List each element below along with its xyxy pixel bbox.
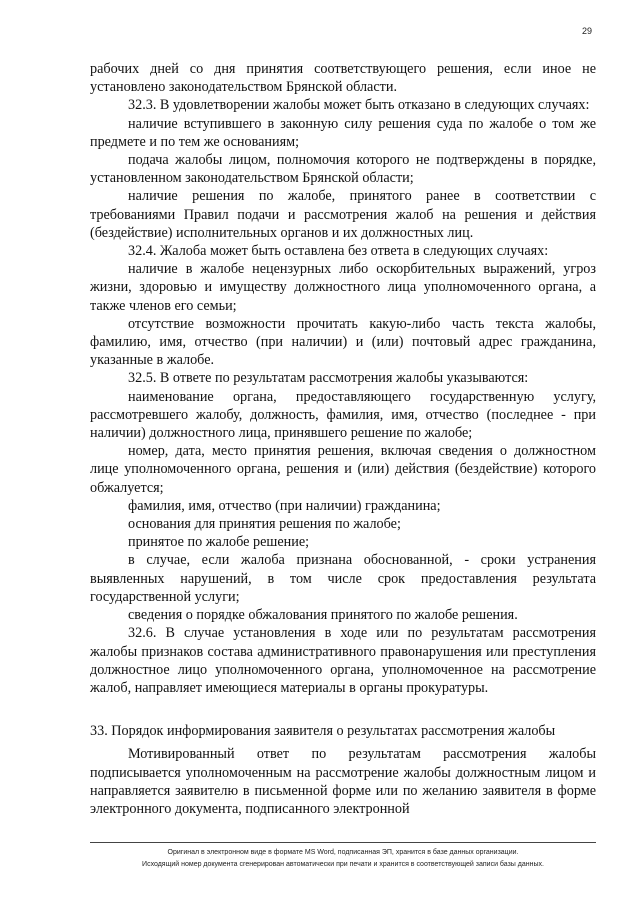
document-body bbox=[90, 60, 596, 818]
paragraph: 32.4. Жалоба может быть оставлена без ответа в следующих случаях: bbox=[128, 243, 549, 260]
paragraph: Мотивированный ответ по результатам рассмотрения жалобы подписывается уполномоченным на рассмотрение жалобы должностным лицом и направляется заявителю в письменной форме или по желанию заявителя в форме электронного документа, подписанного электронной bbox=[90, 746, 596, 817]
paragraph: отсутствие возможности прочитать какую-либо часть текста жалобы, фамилию, имя, отчество (при наличии) и (или) почтовый адрес гражданина, указанные в жалобе. bbox=[90, 315, 596, 369]
paragraph: 32.5. В ответе по результатам рассмотрения жалобы указываются: bbox=[128, 370, 529, 387]
footer-line: Оригинал в электронном виде в формате MS Word, подписанная ЭП, хранится в базе данных организации. bbox=[167, 849, 519, 856]
paragraph: наличие вступившего в законную силу решения суда по жалобе о том же предмете и по тем же основаниям; bbox=[90, 115, 596, 150]
paragraph: 32.3. В удовлетворении жалобы может быть отказано в следующих случаях: bbox=[128, 97, 590, 114]
paragraph: 32.6. В случае установления в ходе или по результатам рассмотрения жалобы признаков состава административного правонарушения или преступления должностное лицо уполномоченного органа, уполномоченное на рассмотрение жалоб, направляет имеющиеся материалы в органы прокуратуры. bbox=[90, 625, 596, 696]
footer-note bbox=[90, 842, 596, 871]
paragraph: основания для принятия решения по жалобе; bbox=[128, 516, 401, 533]
paragraph: наименование органа, предоставляющего государственную услугу, рассмотревшего жалобу, должность, фамилия, имя, отчество (последнее - при наличии) должностного лица, принявшего решение по жалобе; bbox=[90, 388, 596, 442]
footer-line: Исходящий номер документа сгенерирован автоматически при печати и хранится в соответствующей записи базы данных. bbox=[142, 861, 544, 868]
paragraph: наличие в жалобе нецензурных либо оскорбительных выражений, угроз жизни, здоровью и имуществу должностного лица уполномоченного органа, а также членов его семьи; bbox=[90, 261, 596, 314]
paragraph: принятое по жалобе решение; bbox=[128, 534, 310, 551]
paragraph: номер, дата, место принятия решения, включая сведения о должностном лице уполномоченного органа, решения и (или) действия (бездействие) которого обжалуется; bbox=[90, 443, 596, 496]
page-number: 29 bbox=[581, 26, 592, 36]
section-heading: 33. Порядок информирования заявителя о результатах рассмотрения жалобы bbox=[90, 723, 556, 740]
paragraph: сведения о порядке обжалования принятого по жалобе решения. bbox=[128, 607, 518, 624]
paragraph: подача жалобы лицом, полномочия которого не подтверждены в порядке, установленном законодательством Брянской области; bbox=[90, 152, 596, 187]
paragraph: фамилия, имя, отчество (при наличии) гражданина; bbox=[128, 497, 441, 514]
paragraph: в случае, если жалоба признана обоснованной, - сроки устранения выявленных нарушений, в том числе срок предоставления результата государственной услуги; bbox=[90, 552, 596, 605]
paragraph: наличие решения по жалобе, принятого ранее в соответствии с требованиями Правил подачи и рассмотрения жалоб на решения и действия (бездействие) исполнительных органов и их должностных лиц. bbox=[90, 188, 596, 241]
paragraph: рабочих дней со дня принятия соответствующего решения, если иное не установлено законодательством Брянской области. bbox=[90, 61, 596, 96]
